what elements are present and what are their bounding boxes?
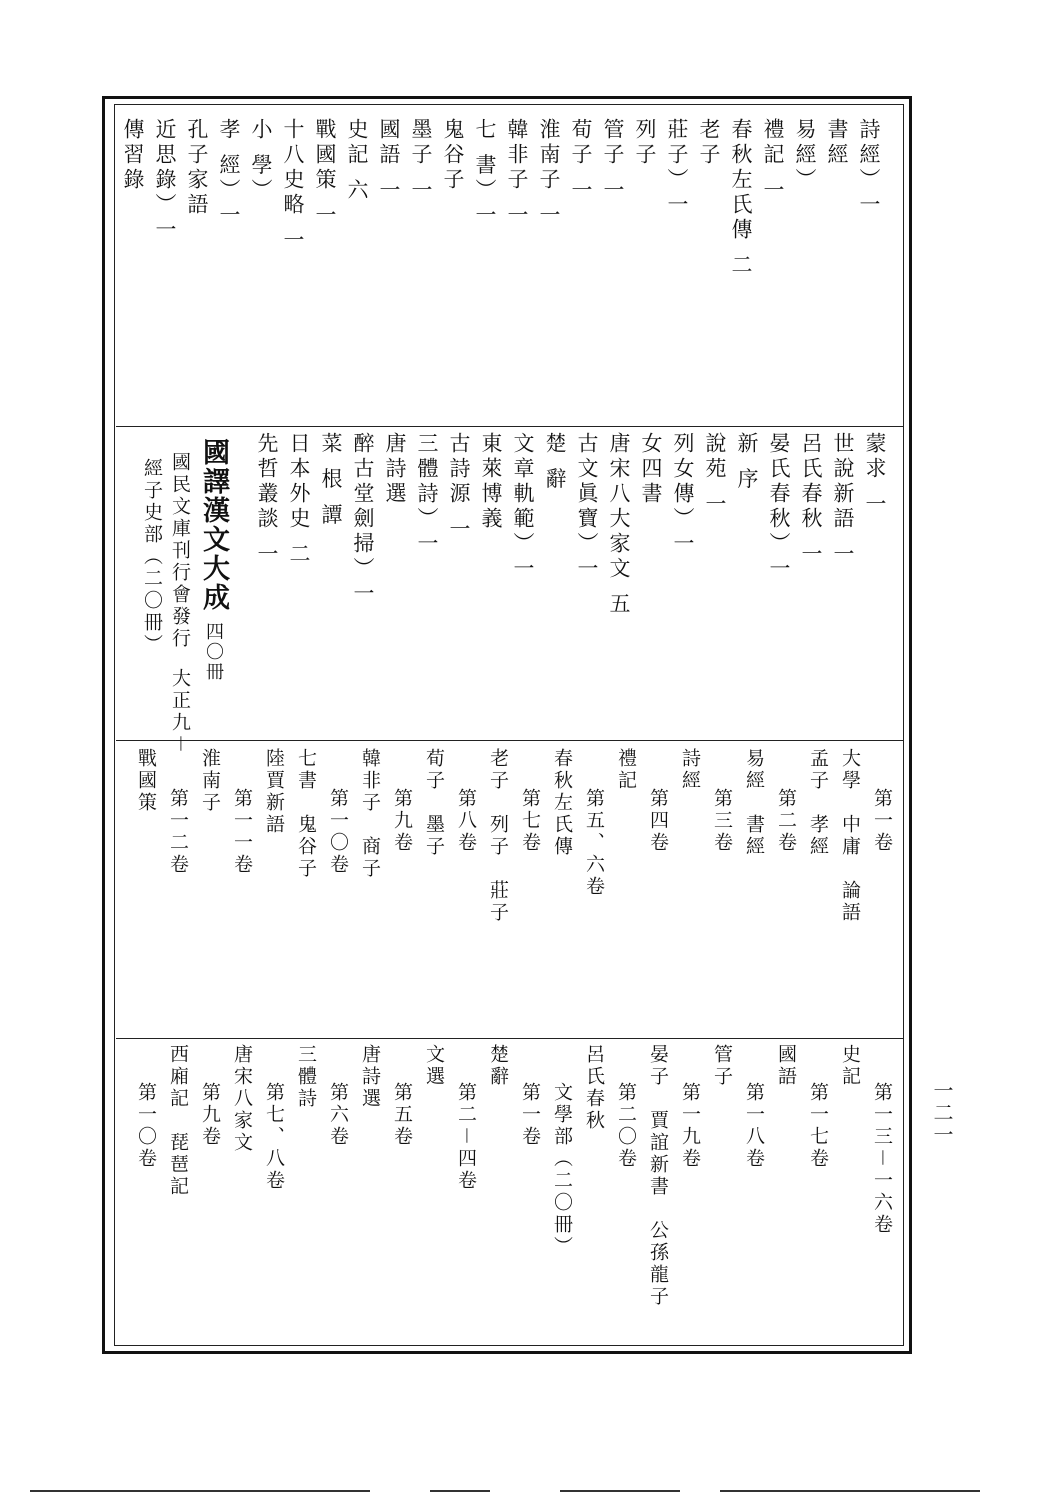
footer-rule	[30, 1490, 370, 1492]
band1-entry: 淮南子 一	[537, 118, 561, 229]
band1-entry: 十八史略 一	[281, 118, 305, 254]
band2-entry: 世說新語 一	[831, 432, 855, 568]
band4-entry: 第六卷	[327, 1082, 349, 1148]
band1-entry: 管子 一	[601, 118, 625, 204]
band1-entry: 莊子）一	[665, 118, 689, 218]
band4-entry: 國語	[775, 1044, 797, 1088]
footer-rule	[720, 1490, 980, 1492]
band3-entry: 第七卷	[519, 788, 541, 854]
band2-entry: 列女傳）一	[671, 432, 695, 557]
band3-entry: 老子 列子 莊子	[487, 748, 509, 924]
band3-entry: 春秋左氏傳	[551, 748, 573, 858]
band-divider	[116, 1038, 904, 1039]
band3-entry: 第八卷	[455, 788, 477, 854]
publisher-line	[170, 452, 189, 756]
section-jingzishi: 經子史部（二〇冊）	[141, 458, 163, 656]
band4-entry: 第九卷	[199, 1082, 221, 1148]
band3-entry: 韓非子 商子	[359, 748, 381, 880]
series-title	[200, 438, 227, 682]
band4-entry: 第一七卷	[807, 1082, 829, 1170]
band3-entry: 第三卷	[711, 788, 733, 854]
publisher: 國民文庫刊行會發行	[169, 452, 191, 650]
band4-entry: 第二－四卷	[455, 1082, 477, 1193]
band4-entry: 呂氏春秋	[583, 1044, 605, 1132]
band1-entry: 春秋左氏傳 二	[729, 118, 753, 279]
band2-entry: 蒙求 一	[863, 432, 887, 518]
band3-entry: 第一卷	[871, 788, 893, 854]
band1-entry: 小 學）	[249, 118, 273, 204]
page-frame-inner	[114, 104, 904, 1346]
band2-entry: 日本外史 二	[287, 432, 311, 568]
band2-entry: 楚 辭	[543, 432, 567, 493]
band1-entry: 墨子 一	[409, 118, 433, 204]
band1-entry: 詩經）一	[857, 118, 881, 218]
band3-entry: 詩經	[679, 748, 701, 792]
band1-entry: 孔子家語	[185, 118, 209, 218]
band3-entry: 第一一卷	[231, 788, 253, 876]
band2-entry: 醉古堂劍掃）一	[351, 432, 375, 607]
band4-entry: 文選	[423, 1044, 445, 1088]
band3-entry: 第五、六卷	[583, 788, 605, 898]
band1-entry: 國語 一	[377, 118, 401, 204]
band3-entry: 易經 書經	[743, 748, 765, 858]
band3-entry: 孟子 孝經	[807, 748, 829, 858]
band4-entry: 楚辭	[487, 1044, 509, 1088]
band3-entry: 第九卷	[391, 788, 413, 854]
band2-entry: 唐宋八大家文 五	[607, 432, 631, 618]
band3-entry: 第一二卷	[167, 788, 189, 876]
band2-entry: 古文眞寶）一	[575, 432, 599, 582]
band1-entry: 易經）	[793, 118, 817, 193]
band4-entry: 西廂記 琵琶記	[167, 1044, 189, 1198]
band4-entry: 唐詩選	[359, 1044, 381, 1110]
page-number: 一二一	[930, 1080, 954, 1146]
band1-entry: 老子	[697, 118, 721, 168]
band4-entry: 第一九卷	[679, 1082, 701, 1170]
band3-entry: 第二卷	[775, 788, 797, 854]
band1-entry: 史記 六	[345, 118, 369, 204]
band1-entry: 七 書）一	[473, 118, 497, 229]
band1-entry: 禮記 一	[761, 118, 785, 204]
band2-entry: 說苑 一	[703, 432, 727, 518]
band3-entry: 第一〇卷	[327, 788, 349, 876]
band4-entry: 三體詩	[295, 1044, 317, 1110]
footer-rule	[560, 1490, 680, 1492]
band1-entry: 近思錄）一	[153, 118, 177, 243]
band1-entry: 荀子 一	[569, 118, 593, 204]
band4-entry: 文學部（二〇冊）	[551, 1082, 573, 1258]
band-divider	[116, 426, 904, 427]
band3-entry: 大學 中庸 論語	[839, 748, 861, 924]
band3-entry: 陸賈新語	[263, 748, 285, 836]
band-divider	[116, 740, 904, 741]
band3-entry: 七書 鬼谷子	[295, 748, 317, 880]
band2-entry: 唐詩選	[383, 432, 407, 507]
band2-entry: 三體詩）一	[415, 432, 439, 557]
band2-entry: 先哲叢談 一	[255, 432, 279, 568]
band4-entry: 第一卷	[519, 1082, 541, 1148]
publish-date: 大正九－	[169, 668, 191, 757]
band3-entry: 禮記	[615, 748, 637, 792]
band1-entry: 傳習錄	[121, 118, 145, 193]
band4-entry: 第一三－一六卷	[871, 1082, 893, 1237]
band4-entry: 第一〇卷	[135, 1082, 157, 1170]
band3-entry: 第四卷	[647, 788, 669, 854]
band1-entry: 戰國策 一	[313, 118, 337, 229]
band1-entry: 列子	[633, 118, 657, 168]
band4-entry: 史記	[839, 1044, 861, 1088]
band3-entry: 戰國策	[135, 748, 157, 814]
series-title-text: 國譯漢文大成	[198, 438, 229, 612]
section-heading	[142, 458, 161, 656]
band2-entry: 東萊博義	[479, 432, 503, 532]
band4-entry: 第五卷	[391, 1082, 413, 1148]
band2-entry: 呂氏春秋 一	[799, 432, 823, 568]
band2-entry: 古詩源 一	[447, 432, 471, 543]
series-volumes: 四〇冊	[203, 622, 224, 682]
band4-entry: 管子	[711, 1044, 733, 1088]
band4-entry: 晏子 賈誼新書 公孫龍子	[647, 1044, 669, 1308]
footer-rule	[430, 1490, 490, 1492]
band2-entry: 晏氏春秋）一	[767, 432, 791, 582]
band2-entry: 文章軌範）一	[511, 432, 535, 582]
band4-entry: 唐宋八家文	[231, 1044, 253, 1154]
band4-entry: 第七、八卷	[263, 1082, 285, 1192]
band2-entry: 菜 根 譚	[319, 432, 343, 529]
band1-entry: 書經	[825, 118, 849, 168]
band2-entry: 女四書	[639, 432, 663, 507]
band1-entry: 韓非子 一	[505, 118, 529, 229]
band4-entry: 第二〇卷	[615, 1082, 637, 1170]
band4-entry: 第一八卷	[743, 1082, 765, 1170]
band1-entry: 孝 經）一	[217, 118, 241, 229]
band2-entry: 新 序	[735, 432, 759, 493]
band3-entry: 荀子 墨子	[423, 748, 445, 858]
band3-entry: 淮南子	[199, 748, 221, 814]
band1-entry: 鬼谷子	[441, 118, 465, 193]
